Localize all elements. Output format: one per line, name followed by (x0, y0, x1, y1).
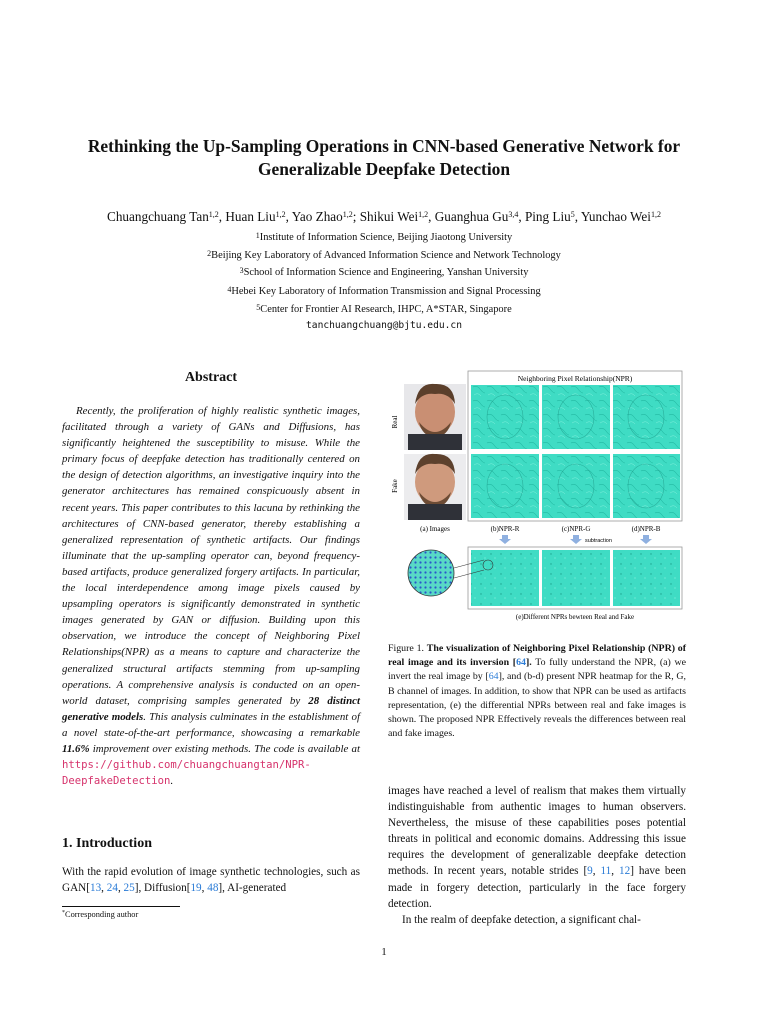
citation-link[interactable]: 25 (123, 882, 135, 895)
citation-link[interactable]: 48 (207, 882, 219, 895)
affiliation-text: Hebei Key Laboratory of Information Transmission and Signal Processing (231, 286, 541, 297)
intro-text: ], AI-generated (218, 882, 287, 895)
affiliation (40, 249, 728, 262)
citation-link[interactable]: 64 (488, 671, 499, 683)
npr-r-fake-heatmap (471, 454, 539, 518)
author: Huan Liu (225, 209, 276, 224)
npr-title-label: Neighboring Pixel Relationship(NPR) (517, 374, 633, 383)
affiliation-sup: 4 (227, 285, 232, 294)
affiliation-text: Beijing Key Laboratory of Advanced Information Science and Network Technology (211, 250, 561, 261)
col-label-npr-r: (b)NPR-R (490, 525, 520, 533)
author-sep: , (428, 209, 435, 224)
author-sep: , (285, 209, 292, 224)
author-sup: 5 (570, 210, 575, 219)
npr-g-real-heatmap (542, 385, 610, 449)
citation-link[interactable]: 19 (190, 882, 202, 895)
abstract-text: Recently, the proliferation of highly realistic synthetic images, facilitated through a variety of GANs and Diffusions, has significantly heightened the susceptibility to misuse. While the primary focus of deepfake detection has traditionally centered on the design of detection algorithms, an investigative inquiry into the generator architectures has remained conspicuously absent in recent years. This paper contributes to this lacuna by rethinking the architectures of CNN-based generator, thereby establishing a generalized representation of synthetic artifacts. Our findings illuminate that the up-sampling operator can, beyond frequency-based artifacts, produce generalized forgery artifacts. In particular, the local interdependence among image pixels caused by upsampling operators is significantly demonstrated in synthetic images generated by GAN or diffusion. Building upon this observation, we introduce the concept of Neighboring Pixel Relationships(NPR) as a means to capture and characterize the generalized structural artifacts stemming from up-sampling operations. A comprehensive analysis is conducted on an open-world dataset, comprising samples generated by (62, 405, 360, 707)
footnote-rule (62, 906, 180, 907)
caption-bold: ]. (525, 657, 532, 669)
diff-panel-label: (e)Different NPRs bewteen Real and Fake (515, 613, 635, 621)
row-label-real: Real (391, 415, 399, 429)
affiliation-sup: 3 (239, 266, 244, 275)
npr-g-diff-heatmap (542, 550, 610, 606)
author-sup: 1,2 (342, 210, 353, 219)
body-paragraph: images have reached a level of realism that makes them virtually indistinguishable from authentic images to human observers. Nevertheless, the misuse of these capabilities poses potential threats in political and economic domains. Addressing this issue requires the development of generalizable deepfake detection methods. In recent years, notable strides [9, 11, 12] have been made in forgery detection, particularly in the face forgery detection. (388, 785, 687, 910)
caption-bold: The visualization of Neighboring Pixel Relationship (NPR) of real image and its inversion [ (388, 643, 687, 669)
author-sup: 1,2 (650, 210, 661, 219)
caption-text: To fully understand the NPR, (a) we invert the real image by [ (388, 657, 686, 683)
col-label-npr-g: (c)NPR-G (561, 525, 591, 533)
intro-text: ], Diffusion[ (134, 882, 191, 895)
affiliation-text: Center for Frontier AI Research, IHPC, A*STAR, Singapore (260, 304, 512, 315)
down-arrow-icon (499, 535, 652, 544)
body-text: ] have been made in forgery detection, particularly in the face forgery detection. (388, 865, 687, 910)
citation-link[interactable]: 13 (89, 882, 102, 895)
author-sep: , (518, 209, 525, 224)
footnote-text: Corresponding author (65, 910, 139, 919)
author: Ping Liu (524, 209, 571, 224)
abstract-heading: Abstract (184, 370, 238, 385)
author-sup: 1,2 (418, 210, 429, 219)
figure-npr-visualization (388, 370, 684, 622)
author: Shikui Wei (359, 209, 419, 224)
affiliation (40, 303, 728, 316)
author: Yao Zhao (291, 209, 343, 224)
paper-title (40, 135, 728, 181)
caption-label: Figure 1. (388, 643, 424, 654)
abstract-text: improvement over existing methods. The code is available at (89, 742, 360, 755)
intro-text: With the rapid evolution of image synthetic technologies, such as GAN[ (62, 866, 360, 895)
zoom-inset (408, 550, 454, 596)
author-sup: 1,2 (208, 210, 219, 219)
figure-caption (388, 642, 686, 741)
author-email: tanchuangchuang@bjtu.edu.cn (306, 320, 462, 331)
title-line-1: Rethinking the Up-Sampling Operations in CNN-based Generative Network for (87, 136, 681, 156)
abstract-body (62, 403, 360, 789)
abstract-text: . This analysis culminates in the establishment of a novel state-of-the-art performance, showcasing a remarkable (62, 710, 360, 739)
author-sep: ; (352, 209, 360, 224)
real-face-image (404, 384, 466, 450)
affiliation (40, 285, 728, 298)
npr-g-fake-heatmap (542, 454, 610, 518)
affiliation (40, 231, 728, 244)
col-label-images: (a) Images (420, 525, 450, 533)
affiliation-text: Institute of Information Science, Beijing Jiaotong University (259, 232, 513, 243)
abstract-text: . (170, 775, 174, 788)
affiliation-sup: 2 (207, 249, 212, 258)
author: Yunchao Wei (580, 209, 651, 224)
npr-b-real-heatmap (613, 385, 680, 449)
body-paragraph: In the realm of deepfake detection, a significant chal- (402, 913, 641, 926)
citation-link[interactable]: 64 (516, 657, 526, 669)
fake-face-image (404, 454, 466, 520)
subtraction-label: subtraction (585, 538, 612, 544)
affiliation-sup: 5 (256, 303, 261, 312)
affiliation (40, 266, 728, 279)
introduction-body: With the rapid evolution of image synthetic technologies, such as GAN[13, 24, 25], Diffusion[19, 48], AI-generated (62, 866, 360, 895)
abstract-emphasis: 28 distinct generative models (62, 694, 360, 723)
citation-link[interactable]: 9 (587, 865, 593, 878)
npr-b-diff-heatmap (613, 550, 680, 606)
page-number: 1 (381, 946, 387, 958)
footnote (62, 910, 138, 919)
author-list (20, 208, 748, 225)
author-sep: , (574, 209, 581, 224)
npr-r-diff-heatmap (471, 550, 539, 606)
npr-r-real-heatmap (471, 385, 539, 449)
footnote-mark: * (62, 910, 65, 916)
col-label-npr-b: (d)NPR-B (631, 525, 661, 533)
affiliation-text: School of Information Science and Engineering, Yanshan University (243, 267, 529, 278)
caption-text: ], and (b-d) present NPR heatmap for the R, G, B channel of images. In addition, to show that NPR can be used as artifacts representation, (e) the differential NPRs between real and fake images is shown. The proposed NPR Effectively reveals the differences between real and fake images. (388, 671, 687, 740)
body-text: images have reached a level of realism that makes them virtually indistinguishable from authentic images to human observers. Nevertheless, the misuse of these capabilities poses potential threats in political and economic domains. Addressing this issue requires the development of generalizable deepfake detection methods. In recent years, notable strides [ (388, 785, 686, 878)
author: Guanghua Gu (434, 209, 509, 224)
author: Chuangchuang Tan (107, 209, 209, 224)
title-line-2: Generalizable Deepfake Detection (257, 159, 511, 179)
citation-link[interactable]: 12 (619, 865, 631, 878)
author-sup: 3,4 (508, 210, 519, 219)
citation-link[interactable]: 11 (600, 865, 612, 878)
row-label-fake: Fake (391, 479, 399, 493)
author-sep: , (218, 209, 226, 224)
abstract-emphasis: 11.6% (62, 742, 90, 755)
section-heading-introduction: 1. Introduction (62, 836, 152, 851)
affiliation-sup: 1 (255, 231, 260, 240)
author-sup: 1,2 (275, 210, 286, 219)
right-column-body (388, 783, 686, 928)
citation-link[interactable]: 24 (106, 882, 118, 895)
npr-b-fake-heatmap (613, 454, 680, 518)
code-link[interactable]: https://github.com/chuangchuangtan/NPR-DeepfakeDetection (62, 759, 311, 788)
